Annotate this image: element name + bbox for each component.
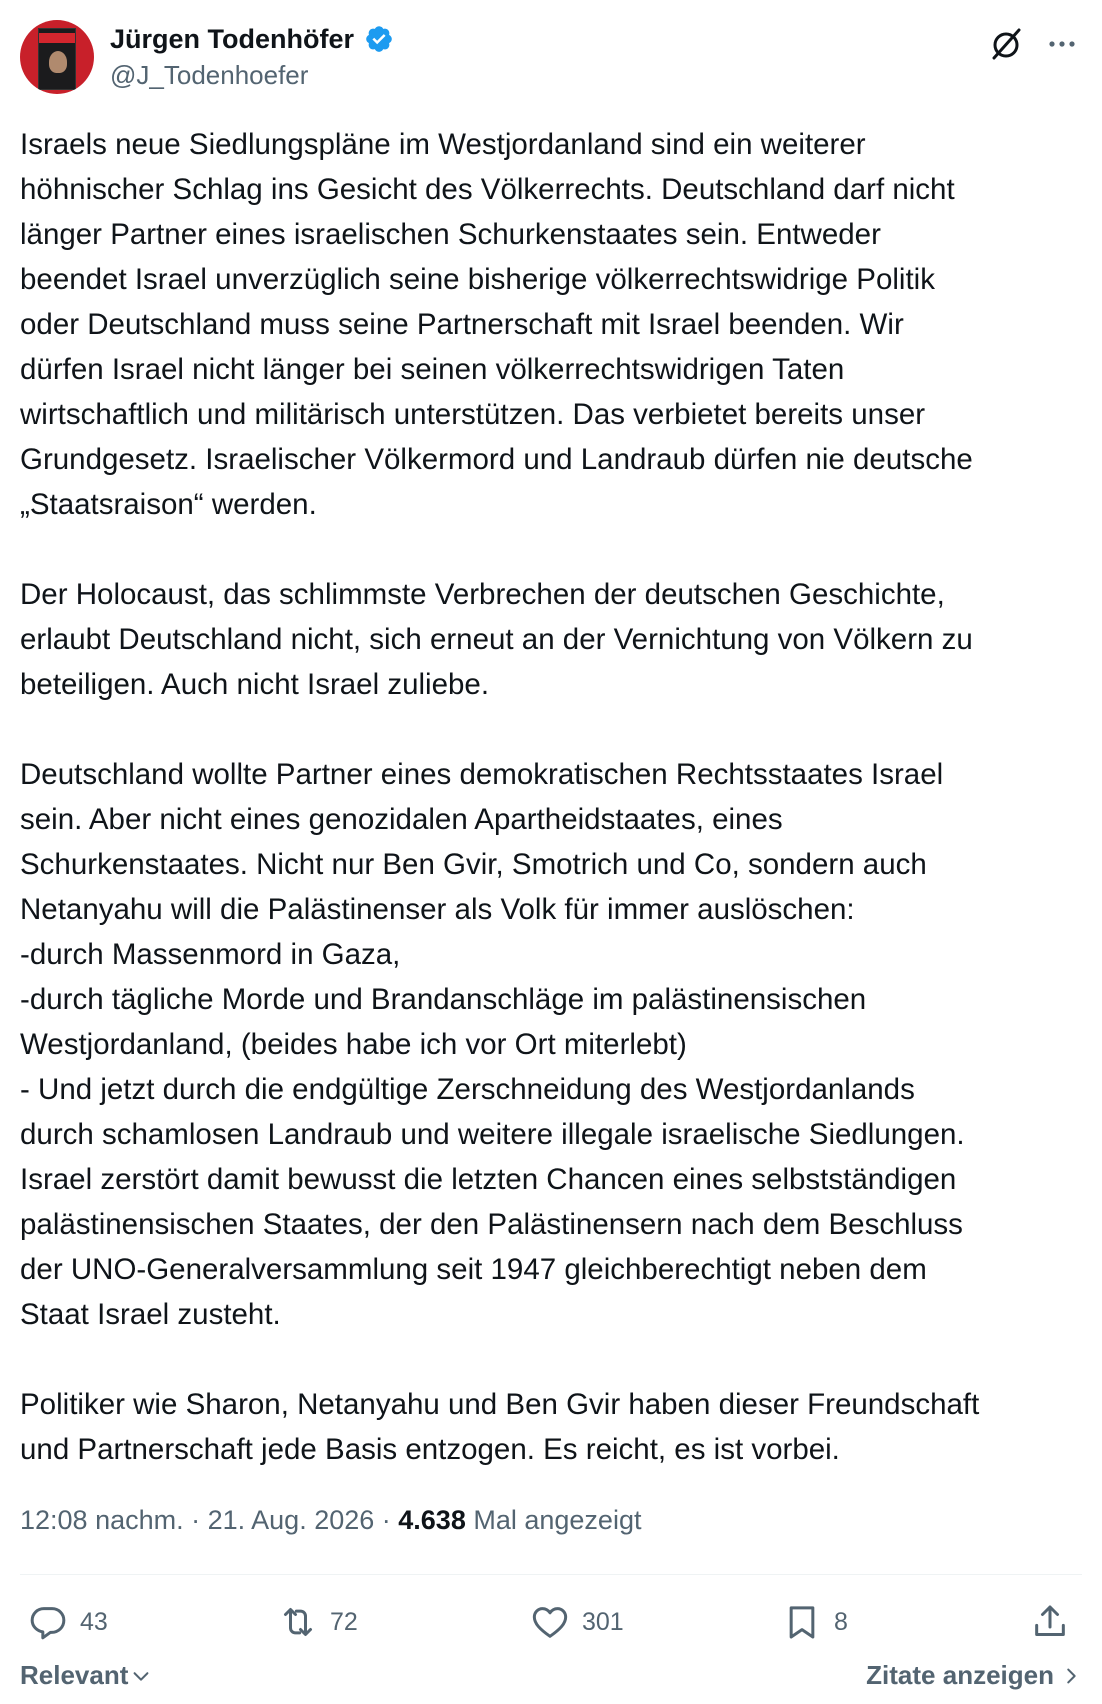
reply-button[interactable] bbox=[28, 1594, 108, 1650]
views-count[interactable]: 4.638 bbox=[398, 1505, 466, 1535]
sort-dropdown[interactable] bbox=[20, 1660, 152, 1691]
more-options-icon[interactable] bbox=[1042, 24, 1082, 64]
meta-separator: · bbox=[183, 1505, 208, 1535]
tweet-time[interactable]: 12:08 nachm. bbox=[20, 1505, 184, 1535]
author-block bbox=[110, 22, 394, 92]
book-cover-avatar-icon bbox=[38, 28, 76, 90]
share-button[interactable] bbox=[1030, 1594, 1070, 1650]
reply-count: 43 bbox=[80, 1607, 108, 1636]
action-bar bbox=[0, 1594, 1102, 1650]
tweet-header bbox=[20, 20, 1082, 100]
tweet-date[interactable]: 21. Aug. 2026 bbox=[207, 1505, 375, 1535]
replies-toolbar bbox=[20, 1656, 1082, 1700]
reply-icon bbox=[28, 1602, 68, 1642]
bookmark-count: 8 bbox=[834, 1607, 848, 1636]
retweet-count: 72 bbox=[330, 1607, 358, 1636]
chevron-down-icon bbox=[130, 1665, 152, 1687]
bookmark-button[interactable] bbox=[782, 1594, 848, 1650]
avatar[interactable] bbox=[20, 20, 94, 94]
view-quotes-link[interactable] bbox=[866, 1660, 1082, 1691]
retweet-button[interactable] bbox=[278, 1594, 358, 1650]
tweet-meta bbox=[20, 1502, 641, 1538]
meta-separator-2: · bbox=[374, 1505, 399, 1535]
share-icon bbox=[1030, 1602, 1070, 1642]
sort-label: Relevant bbox=[20, 1660, 129, 1690]
author-display-name[interactable]: Jürgen Todenhöfer bbox=[110, 24, 355, 54]
author-handle[interactable]: @J_Todenhoefer bbox=[110, 60, 309, 90]
retweet-icon bbox=[278, 1602, 318, 1642]
bookmark-icon bbox=[782, 1602, 822, 1642]
views-label: Mal angezeigt bbox=[473, 1505, 642, 1535]
grok-icon[interactable] bbox=[986, 24, 1026, 64]
verified-badge-icon[interactable] bbox=[364, 24, 394, 54]
like-button[interactable] bbox=[530, 1594, 624, 1650]
tweet-text: Israels neue Siedlungspläne im Westjordanland sind ein weiterer höhnischer Schlag ins Gesicht des Völkerrechts. Deutschland darf nicht länger Partner eines israelischen Schurkenstaates sein. Entweder beendet Israel unverzüglich seine bisherige völkerrechtswidrige Politik oder Deutschland muss seine Partnerschaft mit Israel beenden. Wir dürfen Israel nicht länger bei seinen völkerrechtswidrigen Taten wirtschaftlich und militärisch unterstützen. Das verbietet bereits unser Grundgesetz. Israelischer Völkermord und Landraub dürfen nie deutsche „Staatsraison“ werden. Der Holocaust, das schlimmste Verbrechen der deutschen Geschichte, erlaubt Deutschland nicht, sich erneut an der Vernichtung von Völkern zu beteiligen. Auch nicht Israel zuliebe. Deutschland wollte Partner eines demokratischen Rechtsstaates Israel sein. Aber nicht eines genozidalen Apartheidstaates, eines Schurkenstaates. Nicht nur Ben Gvir, Smotrich und Co, sondern auch Netanyahu will die Palästinenser als Volk für immer auslöschen: -durch Massenmord in Gaza, -durch tägliche Morde und Brandanschläge im palästinensischen Westjordanland, (beides habe ich vor Ort miterlebt) - Und jetzt durch die endgültige Zerschneidung des Westjordanlands durch schamlosen Landraub und weitere illegale israelische Siedlungen. Israel zerstört damit bewusst die letzten Chancen eines selbstständigen palästinensischen Staates, der den Palästinensern nach dem Beschluss der UNO-Generalversammlung seit 1947 gleichberechtigt neben dem Staat Israel zusteht. Politiker wie Sharon, Netanyahu und Ben Gvir haben dieser Freundschaft und Partnerschaft jede Basis entzogen. Es reicht, es ist vorbei. bbox=[20, 128, 980, 1466]
divider bbox=[20, 1574, 1082, 1575]
like-count: 301 bbox=[582, 1607, 624, 1636]
chevron-right-icon bbox=[1060, 1665, 1082, 1687]
heart-icon bbox=[530, 1602, 570, 1642]
quotes-label: Zitate anzeigen bbox=[866, 1660, 1054, 1690]
